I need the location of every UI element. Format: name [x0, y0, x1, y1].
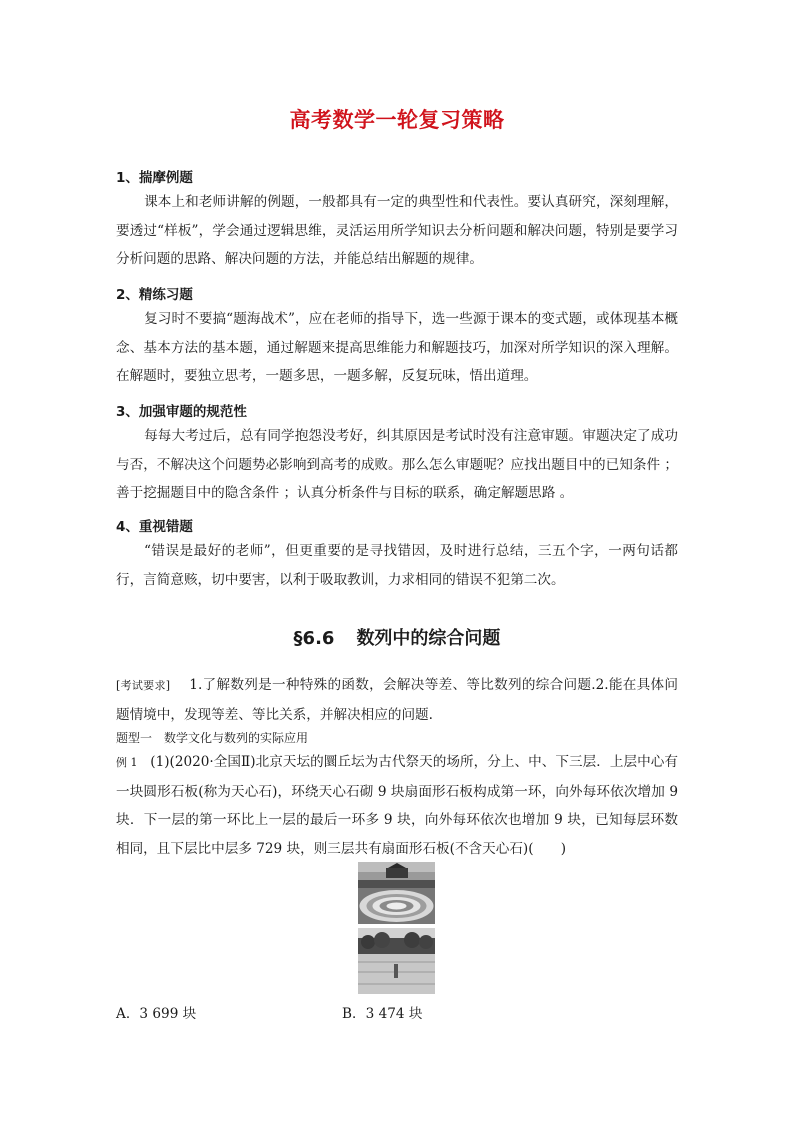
section-heading-2: 2、精练习题: [116, 287, 193, 303]
example-label: 例 1: [116, 756, 138, 769]
chapter-section-title: [0, 624, 794, 650]
exam-requirement: [116, 671, 678, 729]
section-heading-4: 4、重视错题: [116, 519, 193, 535]
section-paragraph-3: 每每大考过后，总有同学抱怨没考好，纠其原因是考试时没有注意审题。审题决定了成功与否，不解决这个问题势必影响到高考的成败。那么怎么审题呢？应找出题目中的已知条件 ；善于挖掘题目中的隐含条件 ；认真分析条件与目标的联系，确定解题思路 。: [116, 428, 678, 501]
section-heading-1: 1、揣摩例题: [116, 170, 193, 186]
choice-a: [116, 1002, 196, 1022]
choice-b-value: 3 474 块: [365, 1006, 423, 1022]
section-paragraph-1: 课本上和老师讲解的例题，一般都具有一定的典型性和代表性。要认真研究，深刻理解，要透过“样板”，学会通过逻辑思维，灵活运用所学知识去分析问题和解决问题，特别是要学习分析问题的思路、解决问题的方法，并能总结出解题的规律。: [116, 194, 678, 267]
document-title: 高考数学一轮复习策略: [289, 108, 505, 132]
section-name: 数列中的综合问题: [356, 628, 501, 649]
choice-b-letter: B．: [342, 1006, 366, 1022]
temple-photo-bottom: [358, 928, 435, 994]
example-problem: [116, 748, 678, 863]
choice-a-value: 3 699 块: [139, 1006, 197, 1022]
exam-requirement-label: [考试要求]: [116, 679, 171, 692]
section-paragraph-4: “错误是最好的老师”，但更重要的是寻找错因，及时进行总结，三五个字，一两句话都行，言简意赅，切中要害，以利于吸取教训，力求相同的错误不犯第二次。: [116, 543, 678, 588]
question-type-heading: 题型一 数学文化与数列的实际应用: [116, 731, 309, 745]
section-paragraph-2: 复习时不要搞“题海战术”，应在老师的指导下，选一些源于课本的变式题，或体现基本概念、基本方法的基本题，通过解题来提高思维能力和解题技巧，加深对所学知识的深入理解。在解题时，要独立思考，一题多思，一题多解，反复玩味，悟出道理。: [116, 311, 678, 384]
section-number: §6.6: [293, 628, 335, 649]
choice-a-letter: A．: [116, 1006, 140, 1022]
exam-requirement-text: 1.了解数列是一种特殊的函数，会解决等差、等比数列的综合问题.2.能在具体问题情境中，发现等差、等比关系，并解决相应的问题.: [116, 677, 679, 723]
example-text: (1)(2020·全国Ⅱ)北京天坛的圜丘坛为古代祭天的场所，分上、中、下三层．上层中心有一块圆形石板(称为天心石)，环绕天心石砌 9 块扇面形石板构成第一环，向外每环依次增加 9 块．下一层的第一环比上一层的最后一环多 9 块，向外每环依次也增加 9 块，已知每层环数相同，且下层比中层多 729 块，则三层共有扇面形石板(不含天心石)( ): [116, 754, 678, 857]
temple-photo-top: [358, 862, 435, 924]
section-heading-3: 3、加强审题的规范性: [116, 404, 247, 420]
choice-b: [342, 1002, 422, 1022]
